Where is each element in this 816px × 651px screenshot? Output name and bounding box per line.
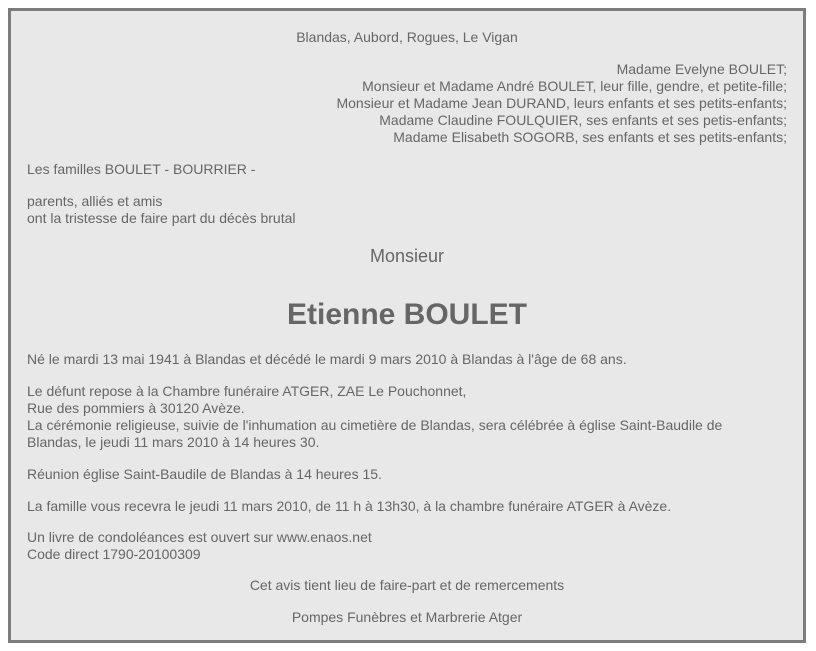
- footer-notice: Cet avis tient lieu de faire-part et de remercements: [249, 577, 565, 593]
- meeting-line: Réunion église Saint-Baudile de Blandas à 14 heures 15.: [27, 466, 382, 482]
- family-line: Monsieur et Madame André BOULET, leur fille, gendre, et petite-fille;: [362, 78, 787, 94]
- condolence-line: Un livre de condoléances est ouvert sur www.enaos.net: [27, 529, 372, 545]
- family-line: Monsieur et Madame Jean DURAND, leurs enfants et ses petits-enfants;: [336, 95, 787, 111]
- family-line: Madame Claudine FOULQUIER, ses enfants et ses petis-enfants;: [379, 112, 787, 128]
- title-monsieur: Monsieur: [369, 246, 445, 266]
- places-line: Blandas, Aubord, Rogues, Le Vigan: [296, 29, 518, 45]
- rest-line: Rue des pommiers à 30120 Avèze.: [27, 400, 245, 416]
- rest-line: Blandas, le jeudi 11 mars 2010 à 14 heures 30.: [27, 434, 320, 450]
- birth-death-line: Né le mardi 13 mai 1941 à Blandas et décédé le mardi 9 mars 2010 à Blandas à l'âge de 68 ans.: [27, 351, 627, 367]
- rest-line: Le défunt repose à la Chambre funéraire ATGER, ZAE Le Pouchonnet,: [27, 383, 467, 399]
- family-line: Madame Elisabeth SOGORB, ses enfants et ses petits-enfants;: [393, 129, 787, 145]
- deceased-name: Etienne BOULET: [286, 298, 527, 331]
- families-line: Les familles BOULET - BOURRIER -: [27, 161, 256, 177]
- rest-line: La cérémonie religieuse, suivie de l'inhumation au cimetière de Blandas, sera célébrée à église Saint-Baudile de: [27, 417, 723, 433]
- relatives-line: parents, alliés et amis: [27, 193, 163, 209]
- announcement-line: ont la tristesse de faire part du décès brutal: [27, 210, 296, 226]
- family-line: Madame Evelyne BOULET;: [616, 61, 787, 77]
- footer-company: Pompes Funèbres et Marbrerie Atger: [291, 609, 523, 625]
- code-line: Code direct 1790-20100309: [27, 546, 201, 562]
- obituary-notice: [8, 8, 806, 643]
- reception-line: La famille vous recevra le jeudi 11 mars 2010, de 11 h à 13h30, à la chambre funéraire ATGER à Avèze.: [27, 498, 672, 514]
